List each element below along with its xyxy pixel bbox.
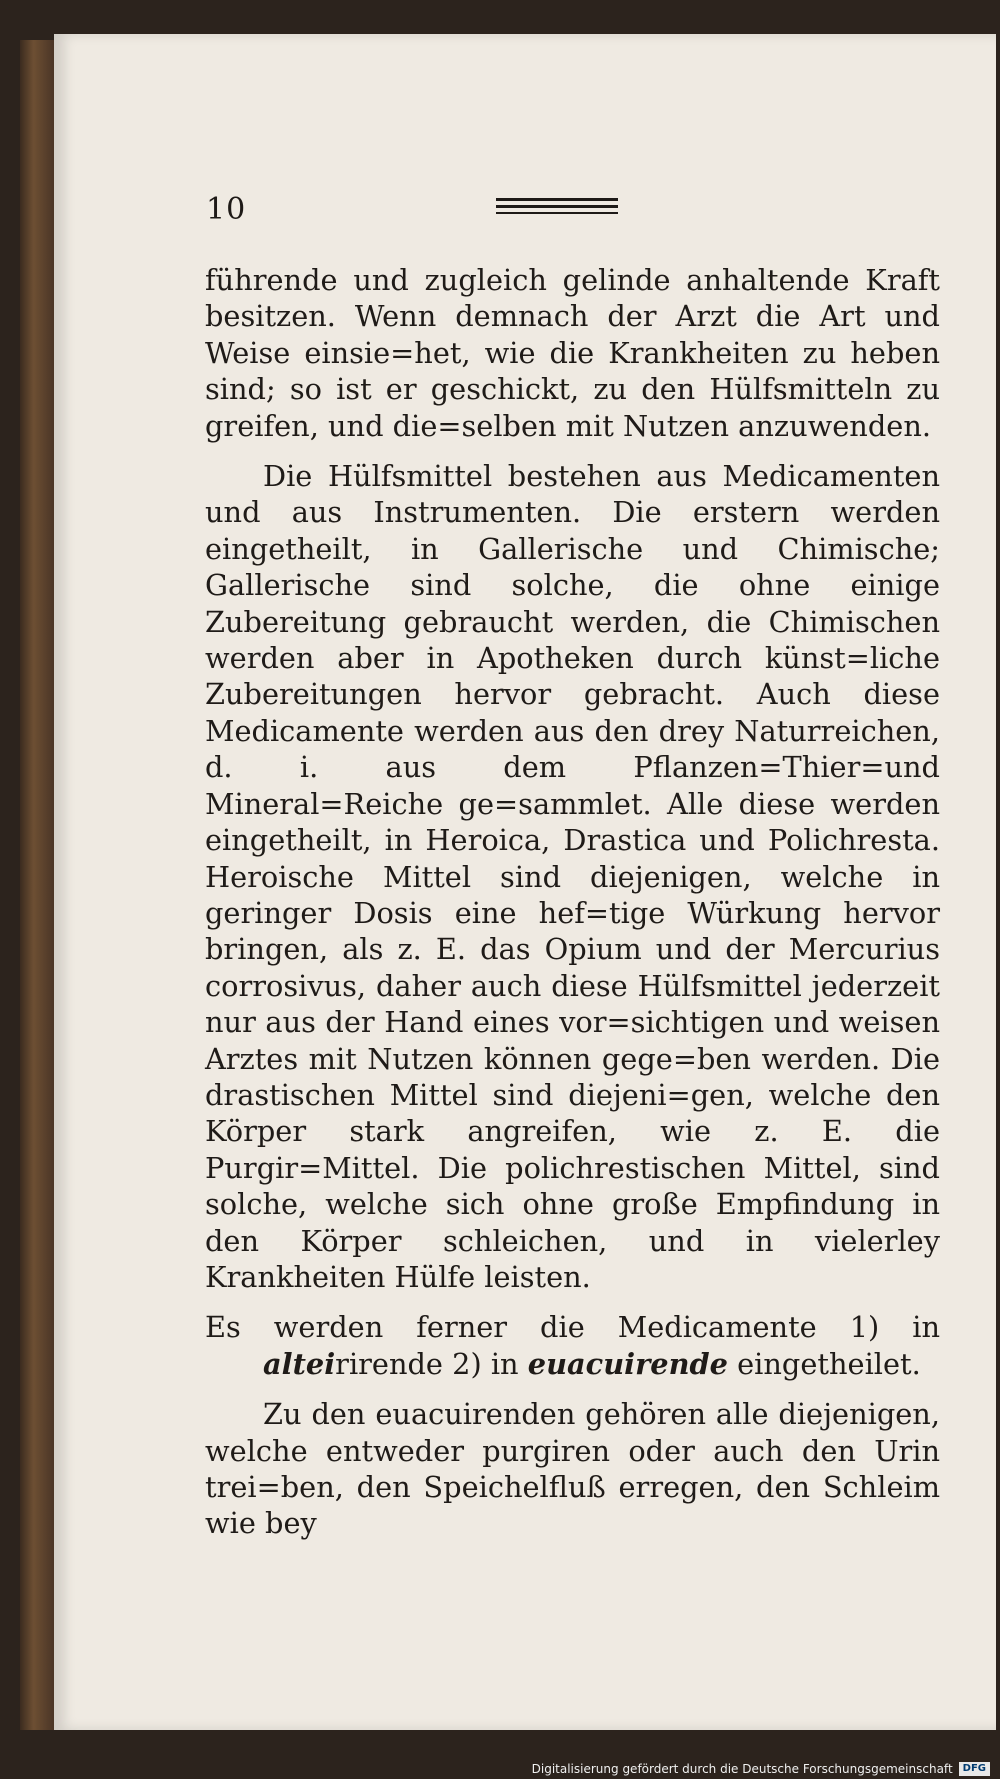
page-number: 10 xyxy=(206,192,247,227)
paragraph-3-text: rirende 2) in xyxy=(335,1346,528,1381)
header-rule xyxy=(496,205,618,208)
header-rule xyxy=(496,198,618,201)
dfg-logo: DFG xyxy=(959,1762,990,1776)
body-text xyxy=(205,262,940,1556)
paragraph-3-italic: euacuirende xyxy=(527,1346,728,1381)
book-spine-edge xyxy=(20,40,54,1730)
paragraph-4: Zu den euacuirenden gehören alle diejenigen, welche entweder purgiren oder auch den Urin trei=ben, den Speichelfluß erregen, den Schleim wie bey xyxy=(205,1397,940,1541)
paragraph-3-italic: altei xyxy=(263,1346,336,1381)
paragraph-3-text: eingetheilet. xyxy=(727,1346,921,1381)
header-rule xyxy=(496,212,618,214)
paragraph-1: führende und zugleich gelinde anhaltende Kraft besitzen. Wenn demnach der Arzt die Art und Weise einsie=het, wie die Krankheiten zu heben sind; so ist er geschickt, zu den Hülfsmitteln zu greifen, und die=selben mit Nutzen anzuwenden. xyxy=(205,263,940,443)
digitization-footer xyxy=(532,1762,990,1776)
paragraph-3 xyxy=(205,1309,940,1382)
paragraph-3-text: Es werden ferner die Medicamente 1) in xyxy=(205,1310,940,1345)
page-header xyxy=(206,192,626,232)
footer-credit-text: Digitalisierung gefördert durch die Deutsche Forschungsgemeinschaft xyxy=(531,1762,953,1776)
paragraph-2: Die Hülfsmittel bestehen aus Medicamenten und aus Instrumenten. Die erstern werden eingetheilt, in Gallerische und Chimische; Gallerische sind solche, die ohne einige Zubereitung gebraucht werden, die Chimischen werden aber in Apotheken durch künst=liche Zubereitungen hervor gebracht. Auch diese Medicamente werden aus den drey Naturreichen, d. i. aus dem Pflanzen=Thier=und Mineral=Reiche ge=sammlet. Alle diese werden eingetheilt, in Heroica, Drastica und Polichresta. Heroische Mittel sind diejenigen, welche in geringer Dosis eine hef=tige Würkung hervor bringen, als z. E. das Opium und der Mercurius corrosivus, daher auch diese Hülfsmittel jederzeit nur aus der Hand eines vor=sichtigen und weisen Arztes mit Nutzen können gege=ben werden. Die drastischen Mittel sind diejeni=gen, welche den Körper stark angreifen, wie z. E. die Purgir=Mittel. Die polichrestischen Mittel, sind solche, welche sich ohne große Empfindung in den Körper schleichen, und in vielerley Krankheiten Hülfe leisten. xyxy=(205,459,940,1294)
